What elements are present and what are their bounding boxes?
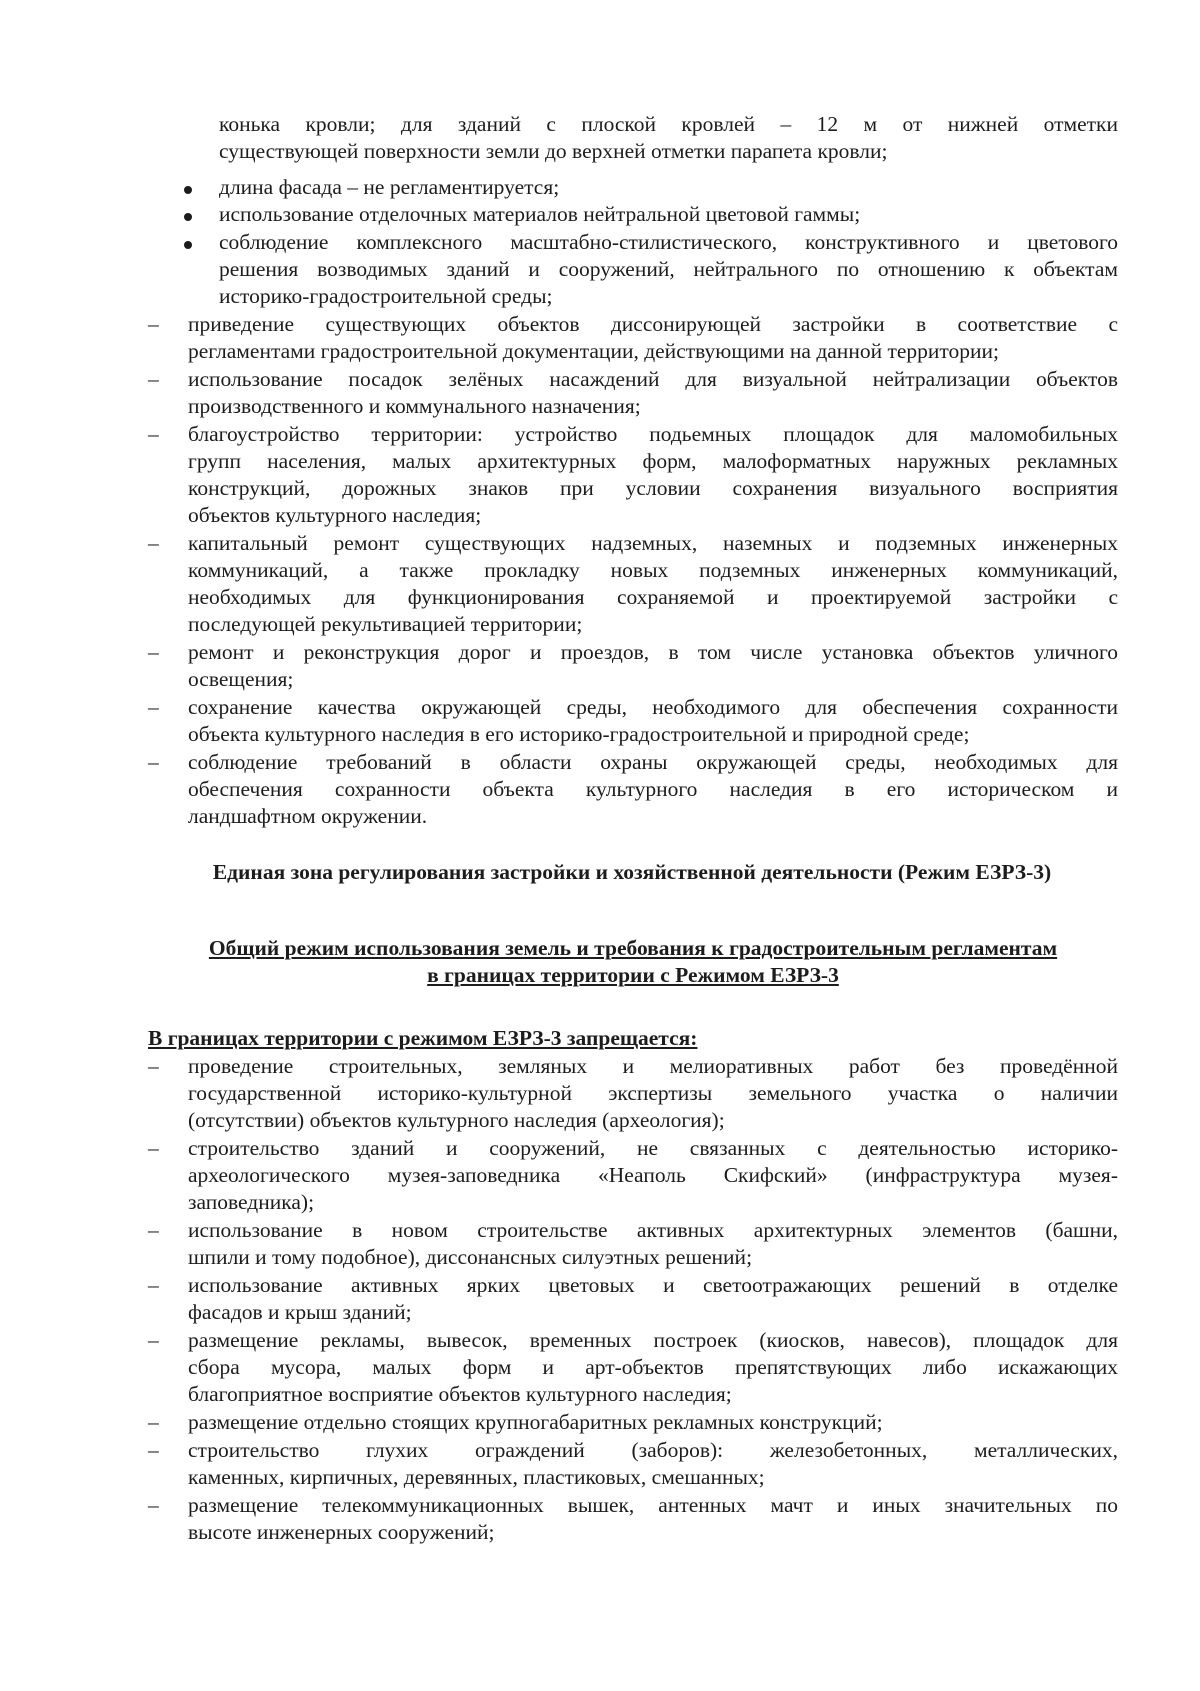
list-item: проведение строительных, земляных и мелиоративных работ без проведённой (188, 1054, 1118, 1078)
list-item: приведение существующих объектов диссонирующей застройки в соответствие с (188, 312, 1118, 336)
dash-icon: – (148, 1218, 159, 1242)
text-line: благоприятное восприятие объектов культурного наследия; (188, 1382, 732, 1406)
list-item: использование активных ярких цветовых и светоотражающих решений в отделке (188, 1273, 1118, 1297)
list-item: капитальный ремонт существующих надземных, наземных и подземных инженерных (188, 531, 1118, 555)
text-line: последующей рекультивацией территории; (188, 612, 583, 636)
list-item: длина фасада – не регламентируется; (219, 175, 560, 199)
text-line: фасадов и крыш зданий; (188, 1300, 412, 1324)
text-line: обеспечения сохранности объекта культурного наследия в его историческом и (188, 777, 1118, 801)
dash-icon: – (148, 695, 159, 719)
bullet-icon (184, 241, 192, 249)
dash-icon: – (148, 312, 159, 336)
dash-icon: – (148, 1410, 159, 1434)
list-item: соблюдение требований в области охраны окружающей среды, необходимых для (188, 750, 1118, 774)
dash-icon: – (148, 531, 159, 555)
text-line: необходимых для функционирования сохраняемой и проектируемой застройки с (188, 585, 1118, 609)
text-line: решения возводимых зданий и сооружений, нейтрального по отношению к объектам (219, 257, 1118, 281)
text-line: шпили и тому подобное), диссонансных силуэтных решений; (188, 1245, 753, 1269)
text-line: существующей поверхности земли до верхней отметки парапета кровли; (219, 139, 888, 163)
list-item: строительство глухих ограждений (заборов): железобетонных, металлических, (188, 1438, 1118, 1462)
section-heading: в границах территории с Режимом ЕЗРЗ-3 (427, 963, 839, 987)
list-item: сохранение качества окружающей среды, необходимого для обеспечения сохранности (188, 695, 1118, 719)
list-item: соблюдение комплексного масштабно-стилистического, конструктивного и цветового (219, 230, 1118, 254)
bullet-icon (184, 213, 192, 221)
list-item: ремонт и реконструкция дорог и проездов, в том числе установка объектов уличного (188, 640, 1118, 664)
text-line: конструкций, дорожных знаков при условии сохранения визуального восприятия (188, 476, 1118, 500)
text-line: конька кровли; для зданий с плоской кровлей – 12 м от нижней отметки (219, 112, 1118, 136)
text-line: производственного и коммунального назначения; (188, 394, 641, 418)
list-item: использование отделочных материалов нейтральной цветовой гаммы; (219, 202, 861, 226)
text-line: групп населения, малых архитектурных форм, малоформатных наружных рекламных (188, 449, 1118, 473)
prohibited-heading: В границах территории с режимом ЕЗРЗ-3 запрещается: (148, 1026, 698, 1050)
zone-heading: Единая зона регулирования застройки и хозяйственной деятельности (Режим ЕЗРЗ-3) (212, 860, 1052, 884)
dash-icon: – (148, 1136, 159, 1160)
dash-icon: – (148, 422, 159, 446)
dash-icon: – (148, 1273, 159, 1297)
dash-icon: – (148, 1328, 159, 1352)
text-line: регламентами градостроительной документации, действующими на данной территории; (188, 339, 999, 363)
text-line: археологического музея-заповедника «Неаполь Скифский» (инфраструктура музея- (188, 1163, 1118, 1187)
dash-icon: – (148, 750, 159, 774)
list-item: строительство зданий и сооружений, не связанных с деятельностью историко- (188, 1136, 1118, 1160)
list-item: использование посадок зелёных насаждений для визуальной нейтрализации объектов (188, 367, 1118, 391)
dash-icon: – (148, 1493, 159, 1517)
text-line: объектов культурного наследия; (188, 503, 482, 527)
section-heading: Общий режим использования земель и требования к градостроительным регламентам (208, 936, 1058, 960)
list-item: размещение рекламы, вывесок, временных построек (киосков, навесов), площадок для (188, 1328, 1118, 1352)
dash-icon: – (148, 640, 159, 664)
text-line: заповедника); (188, 1190, 315, 1214)
list-item: благоустройство территории: устройство подьемных площадок для маломобильных (188, 422, 1118, 446)
bullet-icon (184, 186, 192, 194)
dash-icon: – (148, 367, 159, 391)
text-line: ландшафтном окружении. (188, 804, 428, 828)
text-line: высоте инженерных сооружений; (188, 1520, 495, 1544)
list-item: размещение отдельно стоящих крупногабаритных рекламных конструкций; (188, 1410, 883, 1434)
text-line: историко-градостроительной среды; (219, 284, 553, 308)
list-item: размещение телекоммуникационных вышек, антенных мачт и иных значительных по (188, 1493, 1118, 1517)
text-line: каменных, кирпичных, деревянных, пластиковых, смешанных; (188, 1465, 765, 1489)
text-line: сбора мусора, малых форм и арт-объектов препятствующих либо искажающих (188, 1355, 1118, 1379)
text-line: государственной историко-культурной экспертизы земельного участка о наличии (188, 1081, 1118, 1105)
text-line: коммуникаций, а также прокладку новых подземных инженерных коммуникаций, (188, 558, 1118, 582)
text-line: объекта культурного наследия в его историко-градостроительной и природной среде; (188, 722, 970, 746)
dash-icon: – (148, 1438, 159, 1462)
list-item: использование в новом строительстве активных архитектурных элементов (башни, (188, 1218, 1118, 1242)
text-line: (отсутствии) объектов культурного наследия (археология); (188, 1108, 725, 1132)
text-line: освещения; (188, 667, 294, 691)
dash-icon: – (148, 1054, 159, 1078)
